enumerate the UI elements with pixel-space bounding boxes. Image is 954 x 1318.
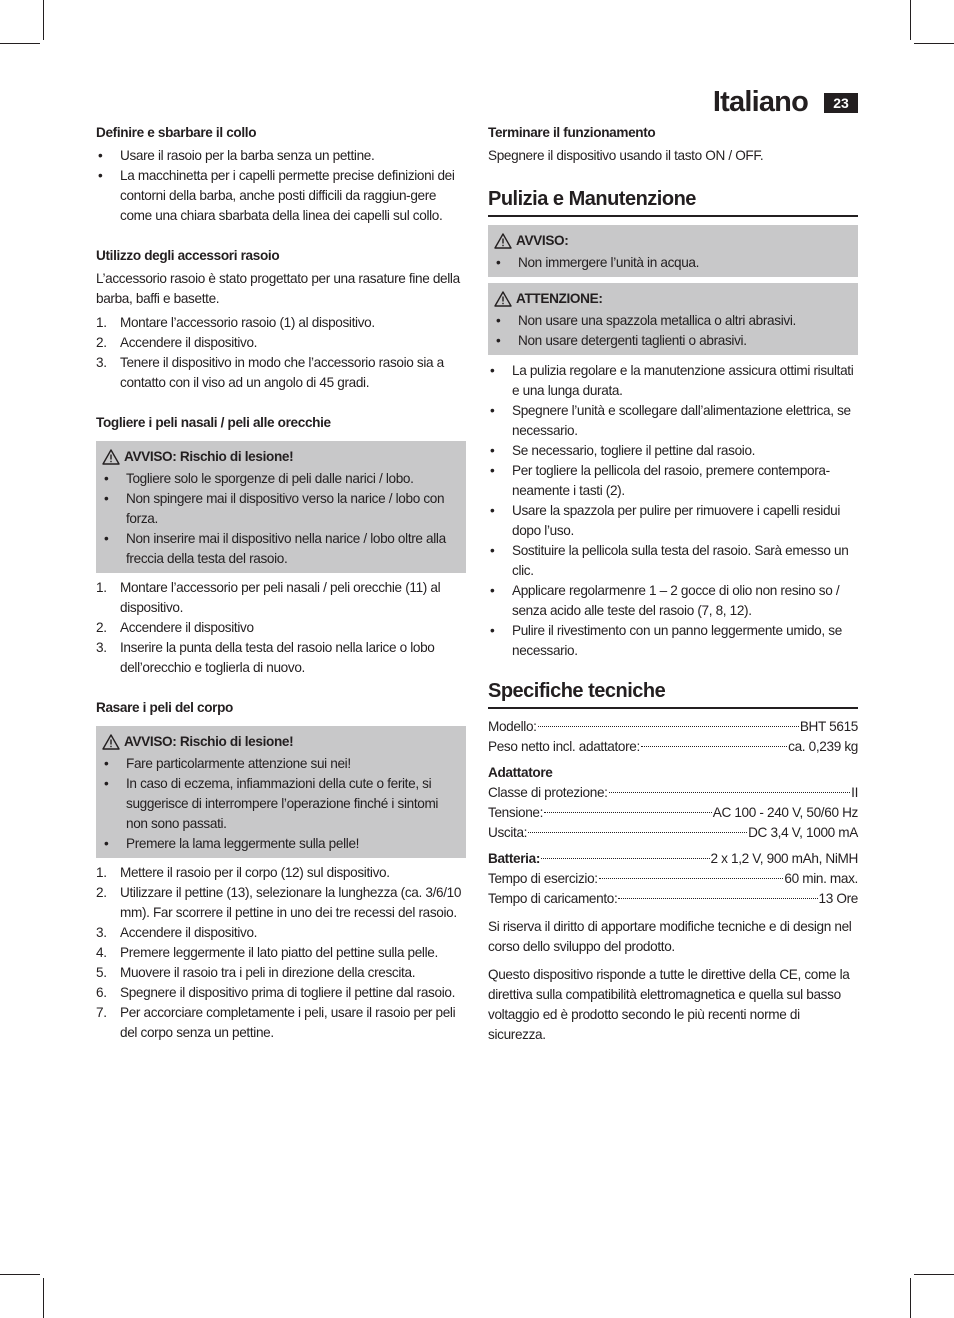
list-item: • Spegnere l’unità e scollegare dall’alimentazione elettrica, se necessario. — [488, 401, 858, 441]
section-title: Utilizzo degli accessori rasoio — [96, 248, 280, 263]
list-item: • Se necessario, togliere il pettine dal rasoio. — [488, 441, 858, 461]
crop-mark — [0, 43, 40, 44]
list-item: • La pulizia regolare e la manutenzione assicura ottimi risultati e una lunga durata. — [488, 361, 858, 401]
list-item: 3. Accendere il dispositivo. — [96, 925, 258, 940]
spec-table-general — [488, 717, 858, 757]
spec-group-title: Adattatore — [488, 765, 553, 780]
warning-box — [96, 726, 466, 858]
spec-row: Tempo di caricamento: 13 Ore — [488, 891, 858, 906]
list-item: • Usare la spazzola per pulire per rimuovere i capelli residui dopo l’uso. — [488, 501, 858, 541]
bullet-list — [488, 361, 858, 661]
section-title: Definire e sbarbare il collo — [96, 125, 257, 140]
list-item: • Per togliere la pellicola del rasoio, premere contempora-neamente i tasti (2). — [488, 461, 858, 501]
list-item: • Non inserire mai il dispositivo nella narice / lobo oltre alla freccia della testa del rasoio. — [102, 529, 460, 569]
list-item: 5. Muovere il rasoio tra i peli in direzione della crescita. — [96, 965, 416, 980]
crop-mark — [910, 1278, 911, 1318]
page-number: 23 — [824, 93, 858, 113]
spec-row: Classe di protezione: II — [488, 785, 858, 800]
list-item: • In caso di eczema, infiammazioni della cute o ferite, si suggerisce di interrompere l’operazione finché i sintomi non sono passati. — [102, 774, 460, 834]
paragraph: Si riserva il diritto di apportare modifiche tecniche e di design nel corso dello sviluppo del prodotto. — [488, 919, 852, 954]
list-item: • Fare particolarmente attenzione sui nei! — [102, 754, 460, 774]
list-item: • Non immergere l’unità in acqua. — [494, 253, 852, 273]
list-item: • Togliere solo le sporgenze di peli dalle narici / lobo. — [102, 469, 460, 489]
numbered-list — [96, 313, 466, 393]
list-item: 4. Premere leggermente il lato piatto del pettine sulla pelle. — [96, 945, 438, 960]
section-title: Terminare il funzionamento — [488, 125, 656, 140]
list-item: 3. Tenere il dispositivo in modo che l’accessorio rasoio sia a contatto con il viso ad un angolo di 45 gradi. — [96, 355, 444, 390]
right-column — [488, 123, 858, 1045]
list-item: • Non spingere mai il dispositivo verso la narice / lobo con forza. — [102, 489, 460, 529]
list-item: • Sostituire la pellicola sulla testa del rasoio. Sarà emesso un clic. — [488, 541, 858, 581]
list-item: • Applicare regolarmenre 1 – 2 gocce di olio non resino so / senza acido alle teste del rasoio (7, 8, 12). — [488, 581, 858, 621]
warning-list — [494, 253, 852, 273]
section-heading: Specifiche tecniche — [488, 679, 858, 709]
list-item: 6. Spegnere il dispositivo prima di togliere il pettine dal rasoio. — [96, 985, 456, 1000]
left-column — [96, 123, 466, 1043]
list-item: 7. Per accorciare completamente i peli, usare il rasoio per peli del corpo senza un pettine. — [96, 1005, 456, 1040]
numbered-list — [96, 863, 466, 1043]
crop-mark — [914, 43, 954, 44]
warning-triangle-icon — [494, 291, 512, 307]
spec-row: Modello: BHT 5615 — [488, 719, 858, 734]
crop-mark — [0, 1274, 40, 1275]
section-heading: Pulizia e Manutenzione — [488, 187, 858, 217]
spec-row: Peso netto incl. adattatore: ca. 0,239 kg — [488, 739, 858, 754]
bullet-list — [96, 146, 466, 226]
list-item: 1. Montare l’accessorio rasoio (1) al dispositivo. — [96, 315, 375, 330]
spec-row: Uscita: DC 3,4 V, 1000 mA — [488, 825, 858, 840]
crop-mark — [910, 0, 911, 40]
spec-table-battery — [488, 849, 858, 909]
crop-mark — [43, 1278, 44, 1318]
warning-title: AVVISO: — [494, 231, 852, 251]
spec-row: Tensione: AC 100 - 240 V, 50/60 Hz — [488, 805, 858, 820]
numbered-list — [96, 578, 466, 678]
language-title: Italiano — [712, 86, 808, 118]
list-item: 2. Accendere il dispositivo — [96, 620, 254, 635]
paragraph: L’accessorio rasoio è stato progettato per una rasature fine della barba, baffi e basette. — [96, 271, 460, 306]
list-item: • Premere la lama leggermente sulla pelle! — [102, 834, 460, 854]
list-item: • Non usare una spazzola metallica o altri abrasivi. — [494, 311, 852, 331]
crop-mark — [43, 0, 44, 40]
paragraph: Questo dispositivo risponde a tutte le direttive della CE, come la direttiva sulla compatibilità elettromagnetica e quella sul basso voltaggio ed è prodotto secondo le più recenti norme di sicurezza. — [488, 967, 850, 1042]
section-title: Rasare i peli del corpo — [96, 700, 234, 715]
list-item: 1. Mettere il rasoio per il corpo (12) sul dispositivo. — [96, 865, 390, 880]
list-item: • Non usare detergenti taglienti o abrasivi. — [494, 331, 852, 351]
warning-box — [488, 283, 858, 355]
list-item: 3. Inserire la punta della testa del rasoio nella larice o lobo dell’orecchio e toglierla di nuovo. — [96, 640, 435, 675]
page-header — [713, 86, 858, 119]
warning-list — [494, 311, 852, 351]
warning-title: AVVISO: Rischio di lesione! — [102, 447, 460, 467]
list-item: • La macchinetta per i capelli permette precise definizioni dei contorni della barba, anche posti difficili da raggiun-gere come una chiara sbarbata della linea dei capelli sul collo. — [96, 166, 466, 226]
warning-triangle-icon — [494, 233, 512, 249]
warning-list — [102, 469, 460, 569]
list-item: • Pulire il rivestimento con un panno leggermente umido, se necessario. — [488, 621, 858, 661]
paragraph: Spegnere il dispositivo usando il tasto ON / OFF. — [488, 148, 764, 163]
list-item: • Usare il rasoio per la barba senza un pettine. — [96, 146, 466, 166]
spec-row: Batteria: 2 x 1,2 V, 900 mAh, NiMH — [488, 851, 858, 866]
warning-triangle-icon — [102, 734, 120, 750]
warning-title: ATTENZIONE: — [494, 289, 852, 309]
list-item: 1. Montare l’accessorio per peli nasali / peli orecchie (11) al dispositivo. — [96, 580, 441, 615]
warning-box — [488, 225, 858, 277]
spec-table-adapter — [488, 783, 858, 843]
warning-title: AVVISO: Rischio di lesione! — [102, 732, 460, 752]
warning-box — [96, 441, 466, 573]
list-item: 2. Utilizzare il pettine (13), selezionare la lunghezza (ca. 3/6/10 mm). Far scorrere il pettine in uno dei tre recessi del rasoio. — [96, 885, 462, 920]
crop-mark — [914, 1274, 954, 1275]
section-title: Togliere i peli nasali / peli alle orecchie — [96, 415, 331, 430]
warning-triangle-icon — [102, 449, 120, 465]
spec-row: Tempo di esercizio: 60 min. max. — [488, 871, 858, 886]
list-item: 2. Accendere il dispositivo. — [96, 335, 258, 350]
warning-list — [102, 754, 460, 854]
